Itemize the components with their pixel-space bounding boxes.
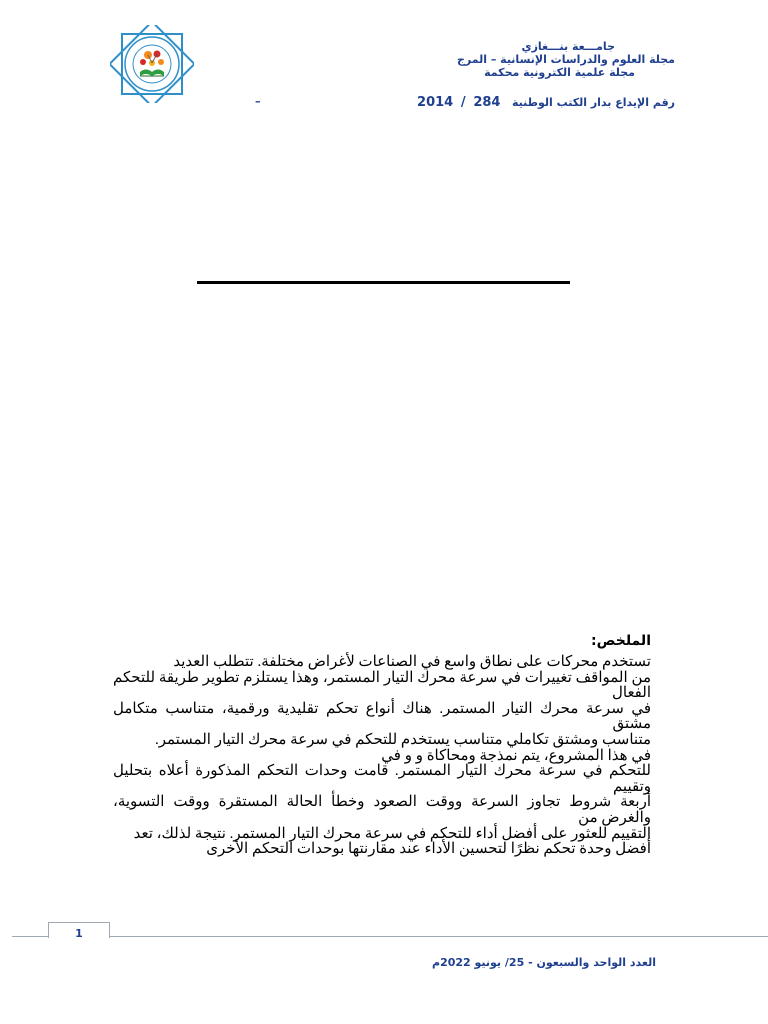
- abstract-heading: الملخص:: [591, 633, 651, 649]
- title-divider: [197, 281, 570, 284]
- abstract-body: [113, 655, 651, 858]
- abstract-line: للتحكم في سرعة محرك التيار المستمر. قامت وحدات التحكم المذكورة أعلاه بتحليل وتقييم: [113, 763, 651, 795]
- legal-deposit: [255, 95, 675, 110]
- abstract-line: في هذا المشروع، يتم نمذجة ومحاكاة و و في: [381, 747, 651, 764]
- legal-deposit-number: 284: [473, 95, 501, 110]
- abstract-line: تستخدم محركات على نطاق واسع في الصناعات لأغراض مختلفة. تتطلب العديد: [173, 654, 651, 670]
- abstract-line: في سرعة محرك التيار المستمر. هناك أنواع تحكم تقليدية ورقمية، متناسب متكامل مشتق: [113, 700, 651, 733]
- abstract-line: من المواقف تغييرات في سرعة محرك التيار المستمر، وهذا يستلزم تطوير طريقة للتحكم الفعال: [113, 669, 651, 702]
- legal-deposit-separator: /: [460, 95, 466, 110]
- journal-header: [335, 40, 675, 79]
- page-number: 1: [75, 927, 83, 940]
- abstract-line: أفضل وحدة تحكم نظرًا لتحسين الأداء عند مقارنتها بوحدات التحكم الأخرى: [206, 841, 651, 858]
- abstract-line: متناسب ومشتق تكاملي متناسب يستخدم للتحكم في سرعة محرك التيار المستمر.: [154, 731, 651, 748]
- legal-deposit-year: 2014: [417, 95, 454, 110]
- abstract-line: أربعة شروط تجاوز السرعة ووقت الصعود وخطأ الحالة المستقرة ووقت التسوية، والغرض من: [113, 794, 651, 826]
- issue-info: العدد الواحد والسبعون - 25/ يونيو 2022م: [432, 956, 656, 969]
- footer-divider: [12, 936, 768, 937]
- journal-name: مجلة العلوم والدراسات الإنسانية – المرج: [456, 53, 675, 66]
- journal-seal-icon: [110, 25, 194, 103]
- legal-deposit-label: رقم الإيداع بدار الكتب الوطنية: [511, 96, 675, 109]
- journal-type: مجلة علمية الكترونية محكمة: [484, 66, 635, 79]
- abstract-line: التقييم للعثور على أفضل أداء للتحكم في سرعة محرك التيار المستمر. نتيجة لذلك، تعد: [133, 825, 651, 842]
- legal-deposit-dash: –: [255, 95, 261, 108]
- university-name: جامـــعة بنـــغازي: [521, 40, 615, 53]
